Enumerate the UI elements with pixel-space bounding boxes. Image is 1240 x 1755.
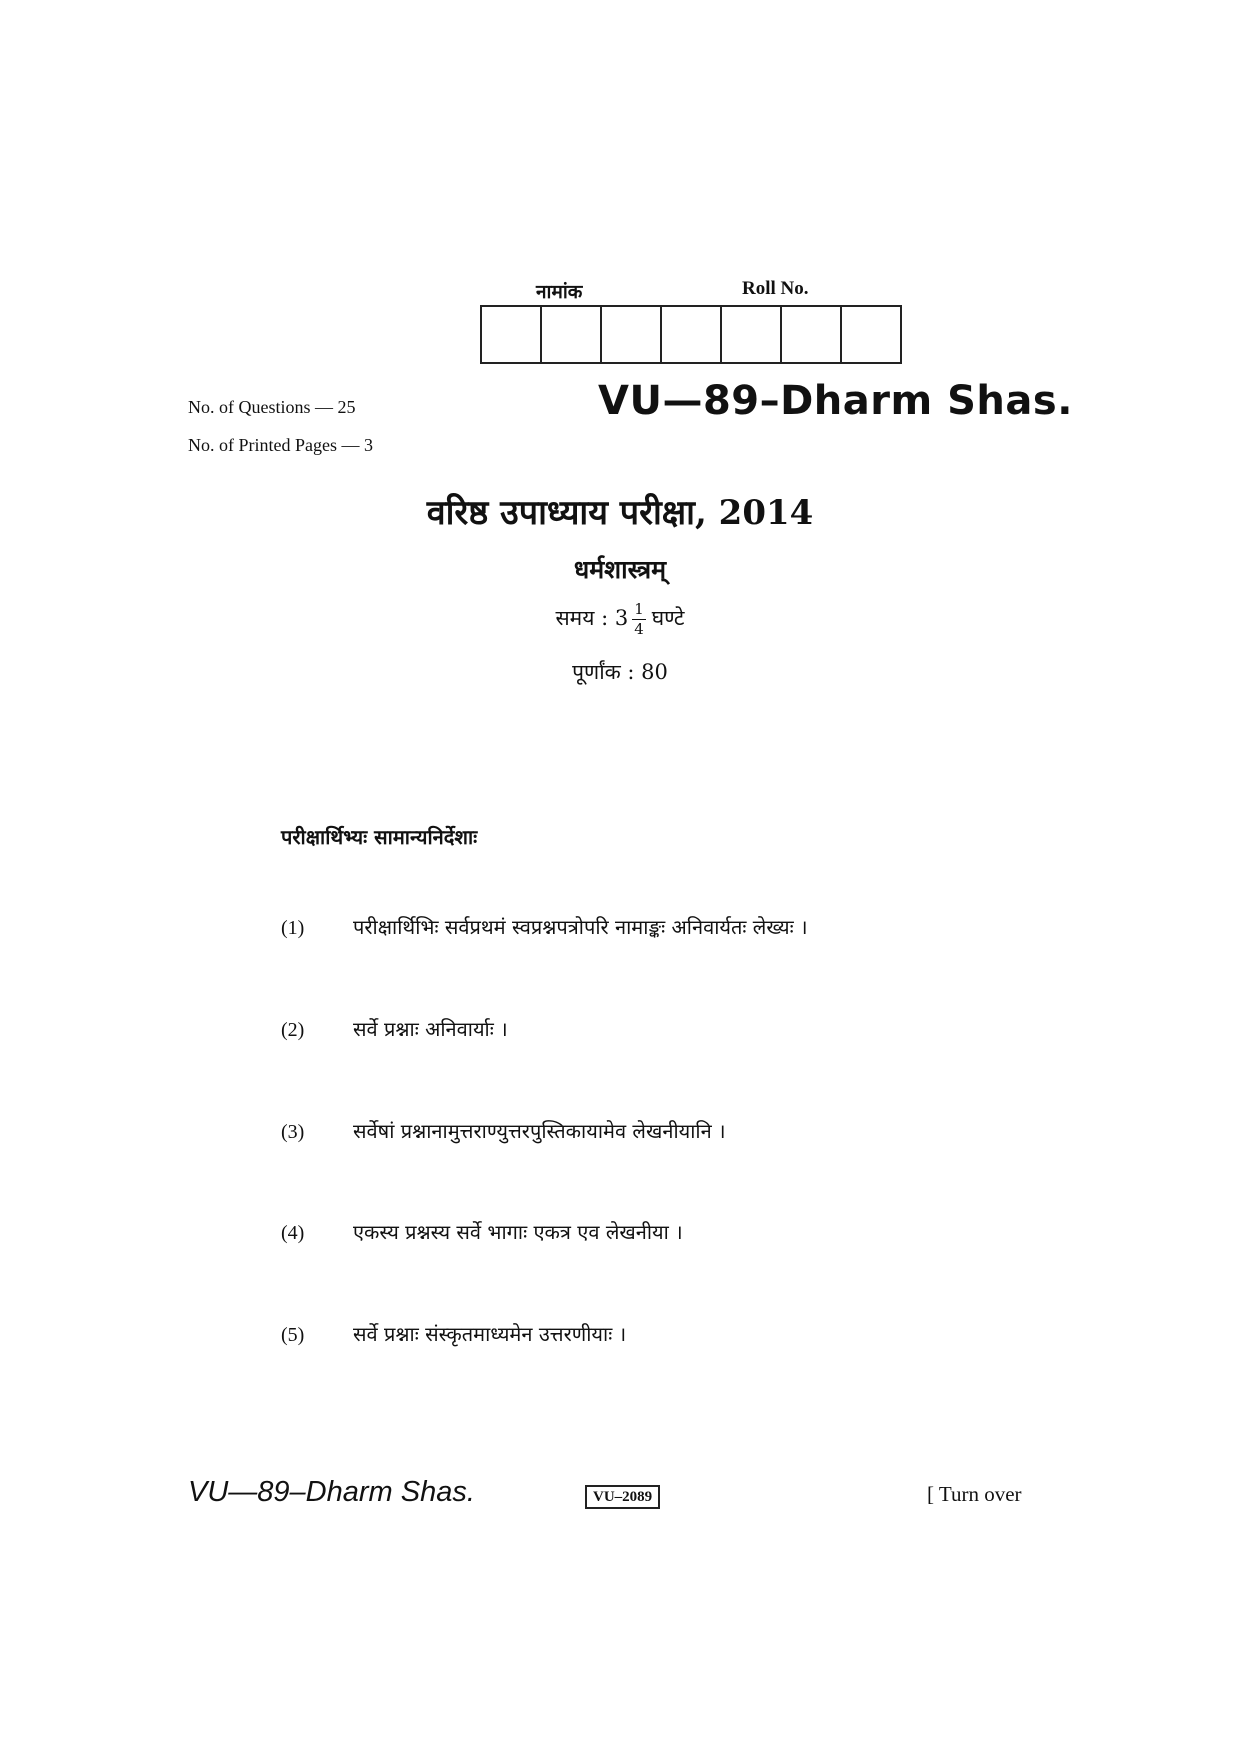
- instruction-text: एकस्य प्रश्नस्य सर्वे भागाः एकत्र एव लेखनीया ।: [353, 1220, 683, 1244]
- instruction-text: सर्वेषां प्रश्नानामुत्तराण्युत्तरपुस्तिकायामेव लेखनीयानि ।: [353, 1119, 726, 1143]
- fraction-denominator: 4: [634, 620, 644, 638]
- instruction-item: [281, 1015, 508, 1042]
- instruction-number: (1): [281, 917, 305, 939]
- footer-paper-code: VU—89–Dharm Shas.: [188, 1476, 475, 1508]
- fraction-numerator: 1: [634, 600, 644, 618]
- roll-box[interactable]: [542, 307, 602, 362]
- roll-box[interactable]: [722, 307, 782, 362]
- instruction-item: [281, 1320, 626, 1347]
- roll-box[interactable]: [602, 307, 662, 362]
- instruction-item: [281, 1117, 726, 1144]
- instruction-text: सर्वे प्रश्नाः संस्कृतमाध्यमेन उत्तरणीयाः ।: [353, 1322, 627, 1346]
- roll-box[interactable]: [662, 307, 722, 362]
- instruction-item: [281, 913, 808, 940]
- subject-title: धर्मशास्त्रम्: [573, 555, 667, 584]
- roll-label-hindi: नामांक: [536, 281, 583, 303]
- instruction-number: (5): [281, 1324, 305, 1346]
- instructions-heading: परीक्षार्थिभ्यः सामान्यनिर्देशाः: [281, 825, 478, 849]
- roll-number-boxes: [480, 305, 902, 364]
- roll-box[interactable]: [842, 307, 900, 362]
- footer-boxed-code: VU–2089: [585, 1485, 660, 1509]
- roll-box[interactable]: [482, 307, 542, 362]
- roll-number-labels: [536, 278, 856, 304]
- paper-code-title: VU—89–Dharm Shas.: [598, 378, 1073, 424]
- time-prefix: समय : 3: [555, 606, 629, 630]
- time-suffix: घण्टे: [651, 606, 685, 630]
- time-fraction: [632, 602, 646, 637]
- exam-duration: [0, 602, 1240, 637]
- turn-over-note: [ Turn over: [927, 1482, 1022, 1506]
- instruction-text: सर्वे प्रश्नाः अनिवार्याः ।: [353, 1017, 508, 1041]
- instruction-number: (2): [281, 1019, 305, 1041]
- instruction-number: (4): [281, 1222, 305, 1244]
- number-of-printed-pages: No. of Printed Pages — 3: [188, 435, 373, 455]
- instruction-number: (3): [281, 1121, 305, 1143]
- roll-box[interactable]: [782, 307, 842, 362]
- instruction-text: परीक्षार्थिभिः सर्वप्रथमं स्वप्रश्नपत्रोपरि नामाङ्कः अनिवार्यतः लेख्यः ।: [353, 915, 808, 939]
- instruction-item: [281, 1218, 683, 1245]
- exam-title: वरिष्ठ उपाध्याय परीक्षा, 2014: [426, 493, 814, 533]
- total-marks: पूर्णांक : 80: [572, 660, 668, 684]
- number-of-questions: No. of Questions — 25: [188, 397, 356, 417]
- roll-label-english: Roll No.: [742, 278, 809, 299]
